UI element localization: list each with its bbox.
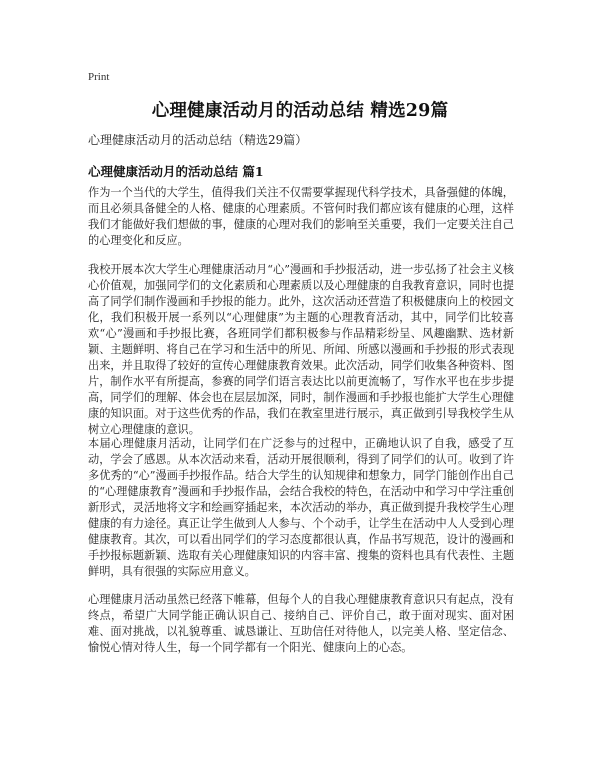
paragraph-2: 我校开展本次大学生心理健康活动月“心”漫画和手抄报活动，进一步弘扬了社会主义核心价值观，加强同学们的文化素质和心理素质以及心理健康的自我教育意识，同时也提高了同学们制作漫画和手抄报的能力。此外，这次活动还营造了积极健康向上的校园文化，我们积极开展一系列以“心理健康”为主题的心理教育活动，其中，同学们比较喜欢“心”漫画和手抄报比赛，各班同学们都积极参与作品精彩纷呈、风趣幽默、选材新颖、主题鲜明、将自己在学习和生活中的所见、所闻、所感以漫画和手抄报的形式表现出来，并且取得了较好的宣传心理健康教育效果。此次活动，同学们收集各种资料、图片，制作水平有所提高，参赛的同学们语言表达比以前更流畅了，写作水平也在步步提高，同学们的理解、体会也在层层加深，同时，制作漫画和手抄报也能扩大学生心理健康的知识面。对于这些优秀的作品，我们在教室里进行展示，真正做到引导我校学生从树立心理健康的意识。 [88, 263, 514, 436]
paragraph-1: 作为一个当代的大学生，值得我们关注不仅需要掌握现代科学技术，具备强健的体魄，而且必须具备健全的人格、健康的心理素质。不管何时我们都应该有健康的心理，这样我们才能做好我们想做的事，健康的心理对我们的影响至关重要，我们一定要关注自己的心理变化和反应。 [88, 186, 514, 247]
paragraph-4: 心理健康月活动虽然已经落下帷幕，但每个人的自我心理健康教育意识只有起点，没有终点，希望广大同学能正确认识自己、接纳自己、评价自己，敢于面对现实、面对困难、面对挑战，以礼貌尊重、诚恳谦让、互助信任对待他人，以完美人格、坚定信念、愉悦心情对待人生，每一个同学都有一个阳光、健康向上的心态。 [88, 593, 514, 654]
paragraph-3: 本届心理健康月活动，让同学们在广泛参与的过程中，正确地认识了自我，感受了互动，学会了感恩。从本次活动来看，活动开展很顺利，得到了同学们的认可。收到了许多优秀的“心”漫画手抄报作品。结合大学生的认知规律和想象力，同学门能创作出自己的“心理健康教育”漫画和手抄报作品，会结合我校的特色，在活动中和学习中学注重创新形式，灵活地将文字和绘画穿插起来，本次活动的举办，真正做到提升我校学生心理健康的有力途径。真正让学生做到人人参与、个个动手，让学生在活动中人人受到心理健康教育。其次，可以看出同学们的学习态度都很认真，作品书写规范，设计的漫画和手抄报标题新颖、选取有关心理健康知识的内容丰富、搜集的资料也具有代表性、主题鲜明，具有很强的实际应用意义。 [88, 437, 514, 578]
print-link[interactable]: Print [88, 71, 110, 83]
page-title: 心理健康活动月的活动总结 精选29篇 [151, 101, 449, 121]
section-heading: 心理健康活动月的活动总结 篇1 [88, 164, 264, 179]
document-subtitle: 心理健康活动月的活动总结（精选29篇） [88, 133, 308, 147]
